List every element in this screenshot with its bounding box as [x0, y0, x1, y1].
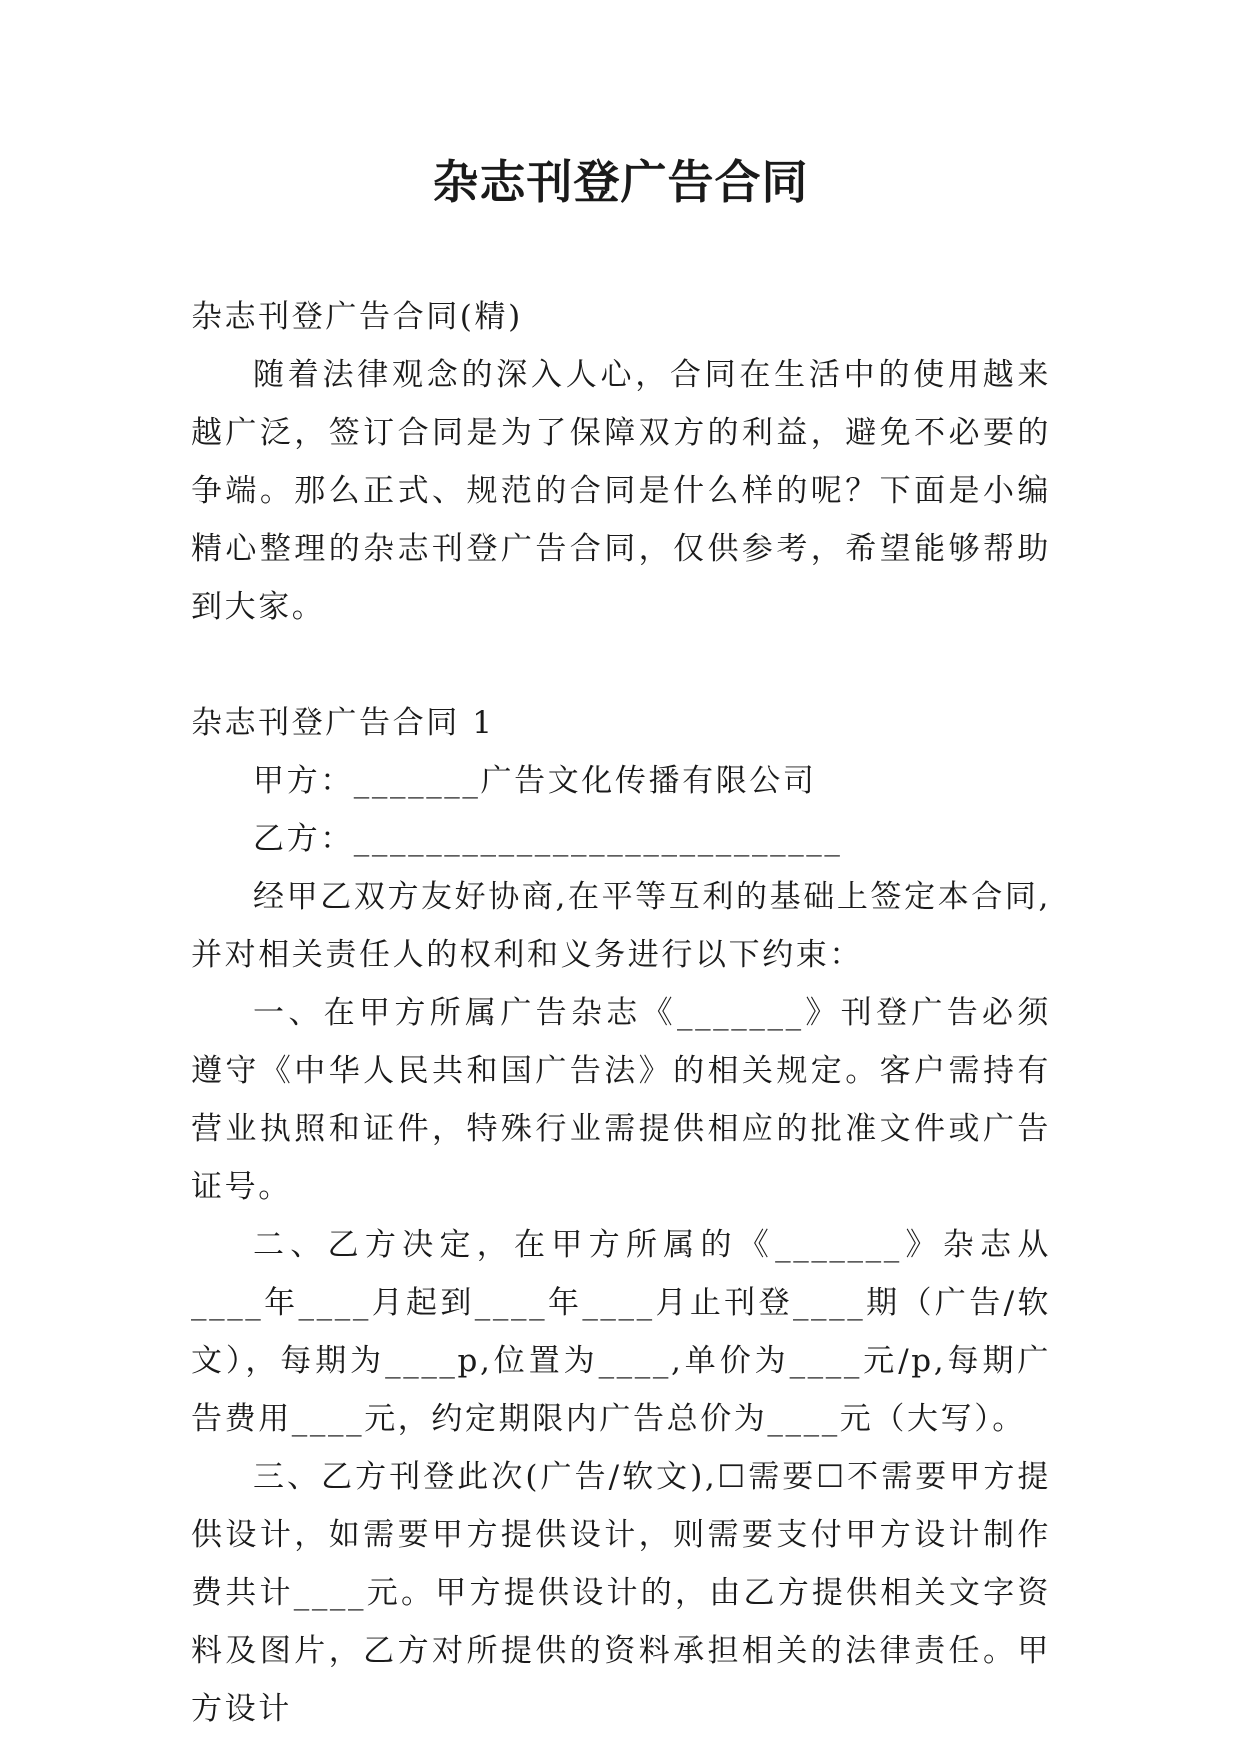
section-heading: 杂志刊登广告合同 1 [191, 705, 495, 741]
party-a-line: 甲方：_______广告文化传播有限公司 [253, 763, 817, 799]
intro-paragraph: 随着法律观念的深入人心，合同在生活中的使用越来越广泛，签订合同是为了保障双方的利益，避免不必要的争端。那么正式、规范的合同是什么样的呢？下面是小编精心整理的杂志刊登广告合同，仅供参考，希望能够帮助到大家。 [191, 357, 1051, 625]
party-b-line: 乙方：___________________________ [253, 821, 843, 857]
preamble-paragraph: 经甲乙双方友好协商,在平等互利的基础上签定本合同,并对相关责任人的权利和义务进行以下约束： [191, 879, 1051, 973]
subtitle: 杂志刊登广告合同(精) [191, 299, 523, 335]
document-body [191, 288, 1051, 1738]
document-title: 杂志刊登广告合同 [432, 155, 809, 209]
clause-2: 二、乙方决定，在甲方所属的《_______》杂志从____年____月起到____年____月止刊登____期（广告/软文），每期为____p,位置为____,单价为____元/p,每期广告费用____元，约定期限内广告总价为____元（大写）。 [191, 1227, 1051, 1437]
clause-1: 一、在甲方所属广告杂志《_______》刊登广告必须遵守《中华人民共和国广告法》的相关规定。客户需持有营业执照和证件，特殊行业需提供相应的批准文件或广告证号。 [191, 995, 1051, 1205]
clause-3: 三、乙方刊登此次(广告/软文),☐需要☐不需要甲方提供设计，如需要甲方提供设计，则需要支付甲方设计制作费共计____元。甲方提供设计的，由乙方提供相关文字资料及图片，乙方对所提供的资料承担相关的法律责任。甲方设计 [191, 1459, 1051, 1727]
